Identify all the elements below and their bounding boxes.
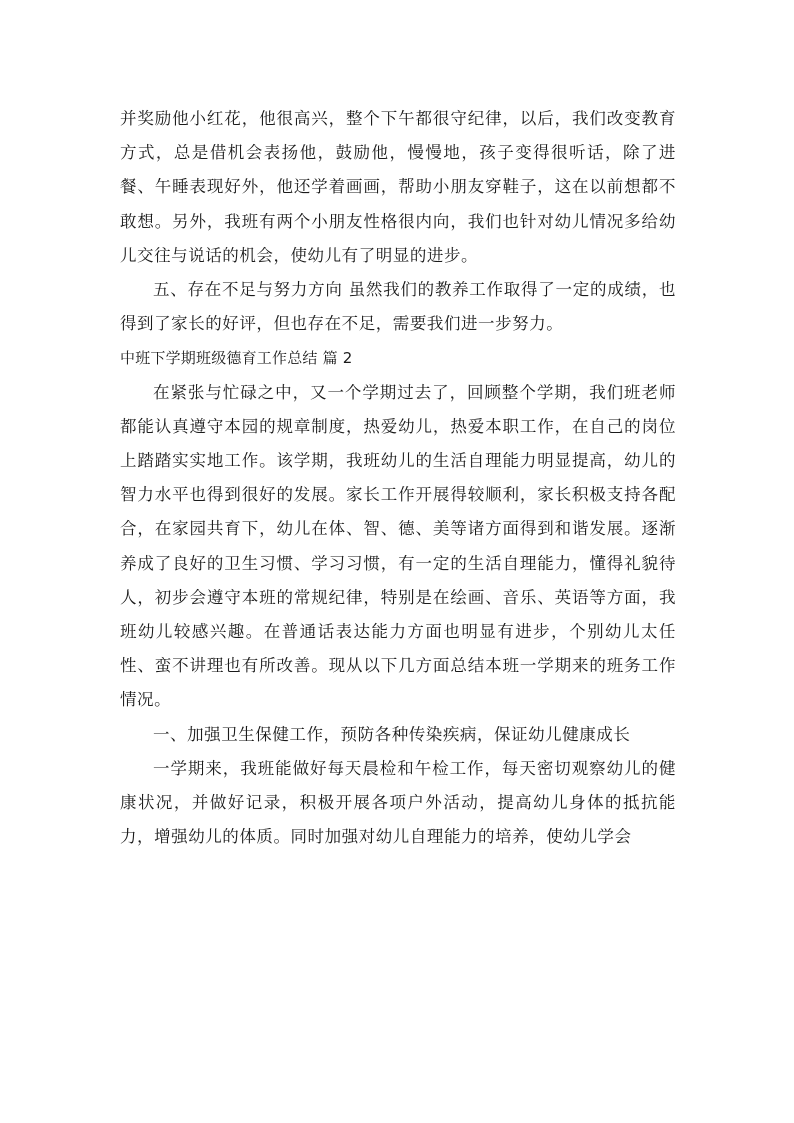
body-paragraph: 在紧张与忙碌之中，又一个学期过去了，回顾整个学期，我们班老师都能认真遵守本园的规章制度，热爱幼儿，热爱本职工作，在自己的岗位上踏踏实实地工作。该学期，我班幼儿的生活自理能力明显提高，幼儿的智力水平也得到很好的发展。家长工作开展得较顺利，家长积极支持各配合，在家园共育下，幼儿在体、智、德、美等诸方面得到和谐发展。逐渐养成了良好的卫生习惯、学习习惯，有一定的生活自理能力，懂得礼貌待人，初步会遵守本班的常规纪律，特别是在绘画、音乐、英语等方面，我班幼儿较感兴趣。在普通话表达能力方面也明显有进步，个别幼儿太任性、蛮不讲理也有所改善。现从以下几方面总结本班一学期来的班务工作情况。 — [120, 382, 676, 710]
document-body — [120, 102, 676, 854]
body-paragraph: 一学期来，我班能做好每天晨检和午检工作，每天密切观察幼儿的健康状况，并做好记录，积极开展各项户外活动，提高幼儿身体的抵抗能力，增强幼儿的体质。同时加强对幼儿自理能力的培养，使幼儿学会 — [120, 758, 676, 847]
body-paragraph: 并奖励他小红花，他很高兴，整个下午都很守纪律，以后，我们改变教育方式，总是借机会表扬他，鼓励他，慢慢地，孩子变得很听话，除了进餐、午睡表现好外，他还学着画画，帮助小朋友穿鞋子，这在以前想都不敢想。另外，我班有两个小朋友性格很内向，我们也针对幼儿情况多给幼儿交往与说话的机会，使幼儿有了明显的进步。 — [120, 109, 676, 265]
article-heading: 中班下学期班级德育工作总结 篇 2 — [120, 349, 353, 368]
section-heading: 一、加强卫生保健工作，预防各种传染疾病，保证幼儿健康成长 — [153, 724, 631, 744]
section-five-paragraph: 五、存在不足与努力方向 虽然我们的教养工作取得了一定的成绩，也得到了家长的好评，但也存在不足，需要我们进一步努力。 — [120, 280, 676, 334]
